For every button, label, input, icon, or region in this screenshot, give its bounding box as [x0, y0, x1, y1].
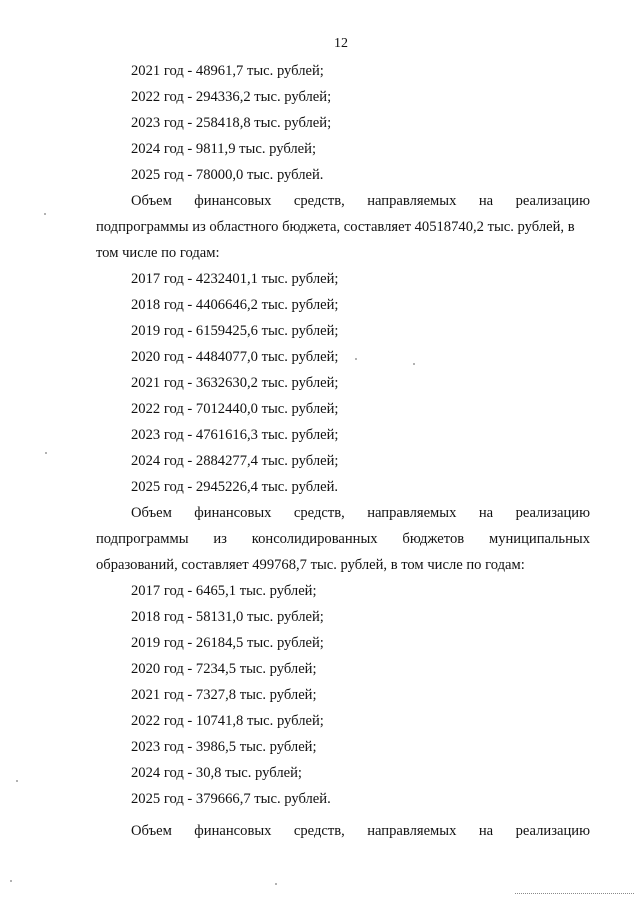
- paragraph-line: подпрограммы из областного бюджета, составляет 40518740,2 тыс. рублей, в: [96, 219, 575, 235]
- year-line: 2022 год - 7012440,0 тыс. рублей;: [131, 401, 339, 417]
- year-line: 2025 год - 2945226,4 тыс. рублей.: [131, 479, 339, 495]
- year-line: 2025 год - 379666,7 тыс. рублей.: [131, 791, 331, 807]
- year-line: 2021 год - 7327,8 тыс. рублей;: [131, 687, 317, 703]
- year-line: 2017 год - 4232401,1 тыс. рублей;: [131, 271, 339, 287]
- scan-speck: [413, 363, 415, 365]
- year-line: 2021 год - 3632630,2 тыс. рублей;: [131, 375, 339, 391]
- scan-speck: [275, 883, 277, 885]
- year-line: 2021 год - 48961,7 тыс. рублей;: [131, 63, 324, 79]
- year-line: 2022 год - 10741,8 тыс. рублей;: [131, 713, 324, 729]
- paragraph-line: Объем финансовых средств, направляемых на реализацию: [131, 823, 590, 839]
- paragraph-line: подпрограммы из консолидированных бюджетов муниципальных: [96, 531, 590, 547]
- page-number: 12: [334, 36, 348, 51]
- scan-edge-line: [515, 893, 634, 894]
- regional-budget-paragraph: [96, 188, 590, 266]
- paragraph-line: Объем финансовых средств, направляемых на реализацию: [131, 505, 590, 521]
- year-line: 2018 год - 4406646,2 тыс. рублей;: [131, 297, 339, 313]
- municipal-budget-paragraph: [96, 500, 590, 578]
- year-line: 2020 год - 4484077,0 тыс. рублей;: [131, 349, 339, 365]
- year-line: 2019 год - 26184,5 тыс. рублей;: [131, 635, 324, 651]
- paragraph-line: образований, составляет 499768,7 тыс. рублей, в том числе по годам:: [96, 557, 525, 573]
- paragraph-line: Объем финансовых средств, направляемых на реализацию: [131, 193, 590, 209]
- scan-speck: [16, 780, 18, 782]
- scan-speck: [10, 880, 12, 882]
- year-line: 2024 год - 2884277,4 тыс. рублей;: [131, 453, 339, 469]
- year-line: 2020 год - 7234,5 тыс. рублей;: [131, 661, 317, 677]
- year-line: 2025 год - 78000,0 тыс. рублей.: [131, 167, 324, 183]
- year-line: 2023 год - 258418,8 тыс. рублей;: [131, 115, 332, 131]
- year-line: 2024 год - 9811,9 тыс. рублей;: [131, 141, 317, 157]
- page-content: [96, 58, 590, 844]
- scan-speck: [44, 213, 46, 215]
- year-line: 2023 год - 4761616,3 тыс. рублей;: [131, 427, 339, 443]
- paragraph-line: том числе по годам:: [96, 245, 220, 261]
- funding-by-year-list-3: [96, 578, 590, 812]
- year-line: 2022 год - 294336,2 тыс. рублей;: [131, 89, 332, 105]
- year-line: 2017 год - 6465,1 тыс. рублей;: [131, 583, 317, 599]
- year-line: 2018 год - 58131,0 тыс. рублей;: [131, 609, 324, 625]
- funding-by-year-list-1: [96, 58, 590, 188]
- scan-speck: [45, 452, 47, 454]
- funding-by-year-list-2: [96, 266, 590, 500]
- next-paragraph: [96, 818, 590, 844]
- year-line: 2019 год - 6159425,6 тыс. рублей;: [131, 323, 339, 339]
- scan-speck: [355, 358, 357, 360]
- year-line: 2023 год - 3986,5 тыс. рублей;: [131, 739, 317, 755]
- year-line: 2024 год - 30,8 тыс. рублей;: [131, 765, 302, 781]
